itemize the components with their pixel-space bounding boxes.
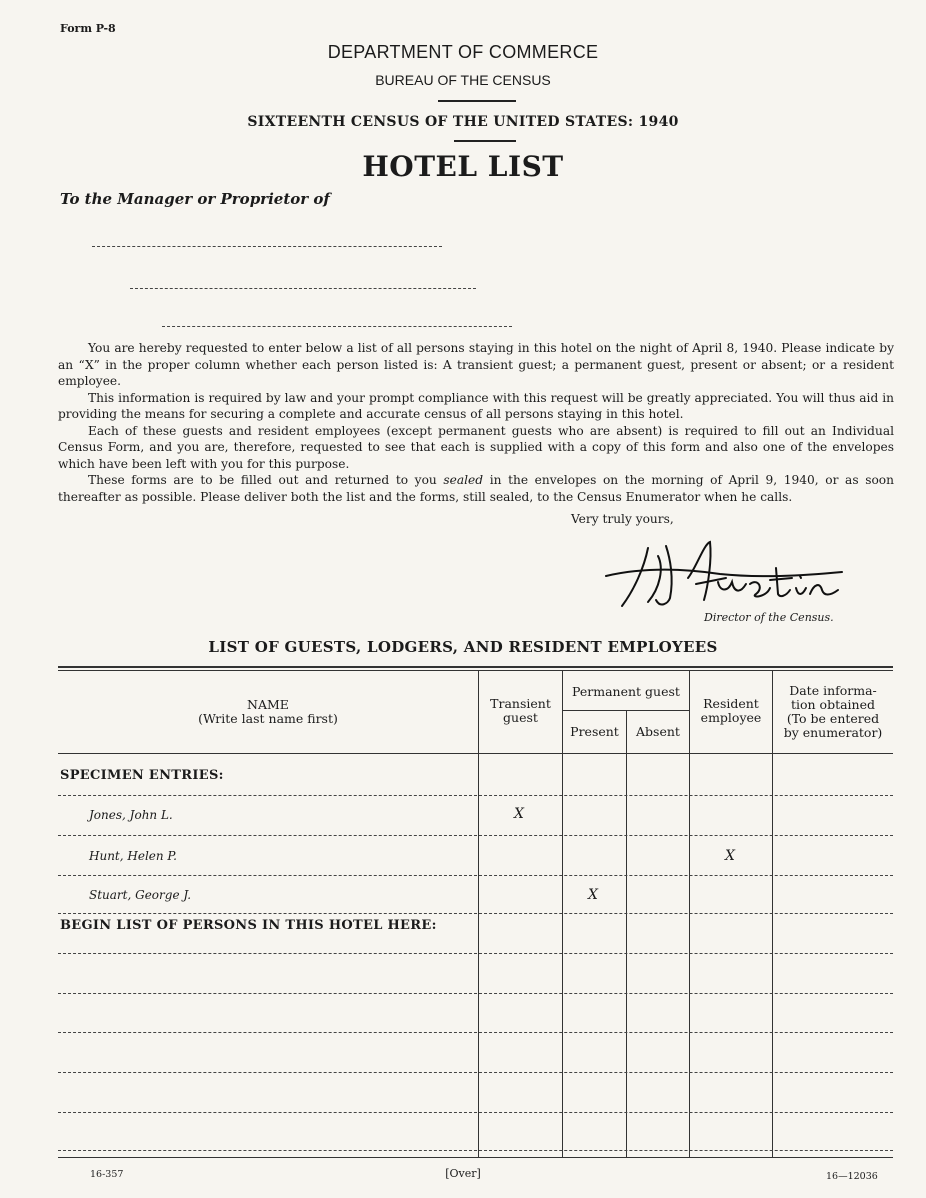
date-column-header: Date informa- tion obtained (To be entered by enumerator) <box>783 683 883 740</box>
letter-paragraph: These forms are to be filled out and returned to you sealed in the envelopes on the morning of April 9, 1940, or as soon thereafter as possible. Please deliver both the list and the forms, still sealed, to the Census Enumerator when he calls. <box>58 473 894 504</box>
specimen-name: Stuart, George J. <box>89 888 192 902</box>
letter-paragraph: You are hereby requested to enter below a list of all persons staying in this hotel on the night of April 8, 1940. Please indicate by an “X” in the proper column whether each person listed is: A transient guest; a permanent guest, present or absent; or a resident employee. <box>58 341 894 388</box>
blank-row[interactable] <box>58 993 893 994</box>
specimen-label: SPECIMEN ENTRIES: <box>60 768 224 783</box>
letter-body <box>58 340 894 505</box>
present-mark: X <box>588 887 598 903</box>
specimen-name: Jones, John L. <box>89 808 173 822</box>
table-top-rule <box>58 666 893 668</box>
blank-row[interactable] <box>58 1032 893 1033</box>
addressee-label: To the Manager or Proprietor of <box>60 190 330 208</box>
column-divider <box>689 671 690 1158</box>
letter-paragraph: Each of these guests and resident employees (except permanent guests who are absent) is required to fill out an Individual Census Form, and you are, therefore, requested to see that each is supplied with a copy of this form and also one of the envelopes which have been left with you for this purpose. <box>58 423 894 471</box>
header-rule <box>438 100 516 102</box>
blank-row[interactable] <box>58 1072 893 1073</box>
director-signature <box>600 538 850 618</box>
blank-row[interactable] <box>58 953 893 954</box>
column-divider <box>772 671 773 1158</box>
header-rule <box>454 140 516 142</box>
addressee-line-2[interactable] <box>130 288 476 289</box>
footer-right-code: 16—12036 <box>826 1171 878 1182</box>
row-rule <box>58 835 893 836</box>
blank-row[interactable] <box>58 1150 893 1151</box>
present-column-header: Present <box>570 724 619 739</box>
name-column-header: NAME (Write last name first) <box>198 697 338 726</box>
table-top-rule <box>58 670 893 671</box>
transient-mark: X <box>514 806 524 822</box>
permanent-column-header: Permanent guest <box>572 684 680 699</box>
specimen-name: Hunt, Helen P. <box>89 849 177 863</box>
header-bottom-rule <box>58 753 893 754</box>
addressee-line-3[interactable] <box>162 326 512 327</box>
resident-mark: X <box>725 848 735 864</box>
director-title: Director of the Census. <box>704 611 834 624</box>
footer-over-note: [Over] <box>445 1167 481 1180</box>
blank-row[interactable] <box>58 1112 893 1113</box>
form-number: Form P-8 <box>60 22 116 35</box>
census-heading: SIXTEENTH CENSUS OF THE UNITED STATES: 1940 <box>247 114 679 130</box>
footer-left-code: 16-357 <box>90 1169 124 1180</box>
resident-column-header: Resident employee <box>700 696 762 725</box>
table-bottom-rule <box>58 1157 893 1158</box>
page-title: HOTEL LIST <box>362 150 564 183</box>
column-divider <box>478 671 479 1158</box>
column-divider <box>626 711 627 1158</box>
department-heading: DEPARTMENT OF COMMERCE <box>327 42 599 62</box>
row-rule <box>58 795 893 796</box>
begin-list-label: BEGIN LIST OF PERSONS IN THIS HOTEL HERE: <box>60 918 437 933</box>
addressee-line-1[interactable] <box>92 246 442 247</box>
row-rule <box>58 913 893 914</box>
column-divider <box>562 671 563 1158</box>
letter-paragraph: This information is required by law and your prompt compliance with this request will be greatly appreciated. You will thus aid in providing the means for securing a complete and accurate census of all persons staying in this hotel. <box>58 390 894 421</box>
transient-column-header: Transient guest <box>490 696 551 725</box>
permanent-subheader-rule <box>562 710 689 711</box>
closing-text: Very truly yours, <box>571 512 674 526</box>
absent-column-header: Absent <box>636 724 680 739</box>
row-rule <box>58 875 893 876</box>
bureau-heading: BUREAU OF THE CENSUS <box>375 72 551 88</box>
list-title: LIST OF GUESTS, LODGERS, AND RESIDENT EMPLOYEES <box>208 638 718 656</box>
